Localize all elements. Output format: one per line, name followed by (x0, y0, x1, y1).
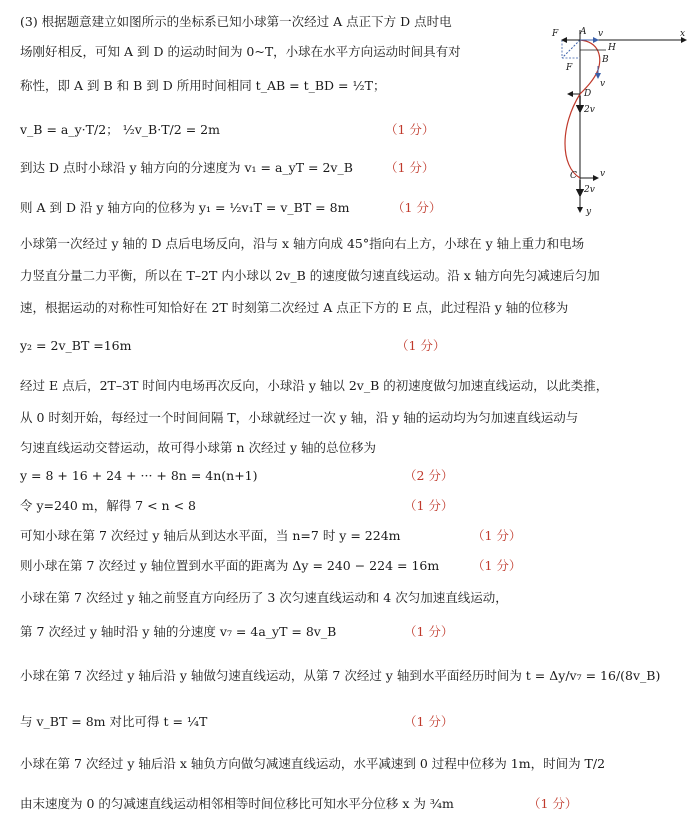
text-line: 场刚好相反，可知 A 到 D 的运动时间为 0~T，小球在水平方向运动时间具有对 (20, 44, 461, 59)
diagram-label: F (566, 63, 573, 73)
score-label: （1 分） (404, 714, 454, 729)
text-line: (3) 根据题意建立如图所示的坐标系已知小球第一次经过 A 点正下方 D 点时电 (20, 14, 452, 29)
score-label: （1 分） (385, 160, 435, 175)
text-line: 力竖直分量二力平衡，所以在 T–2T 内小球以 2v_B 的速度做匀速直线运动。沿 x 轴方向先匀减速后匀加 (20, 268, 600, 283)
diagram-label: C (570, 171, 577, 181)
text-line: 小球在第 7 次经过 y 轴之前竖直方向经历了 3 次匀速直线运动和 4 次匀加速直线运动， (20, 590, 508, 605)
diagram-label: 2v (584, 105, 595, 115)
diagram-label: v (598, 29, 604, 39)
score-label: （1 分） (472, 558, 522, 573)
diagram-label: v (600, 169, 606, 179)
diagram-label: y (586, 207, 592, 217)
text-line: 则 A 到 D 沿 y 轴方向的位移为 y₁ = ½v₁T = v_BT = 8m (20, 200, 350, 215)
score-label: （1 分） (404, 498, 454, 513)
diagram-label: v (600, 79, 606, 89)
text-line: 由末速度为 0 的匀减速直线运动相邻相等时间位移比可知水平分位移 x 为 ¾m (20, 796, 454, 811)
score-label: （1 分） (396, 338, 446, 353)
score-label: （1 分） (385, 122, 435, 137)
text-line: 第 7 次经过 y 轴时沿 y 轴的分速度 v₇ = 4a_yT = 8v_B (20, 624, 337, 639)
text-line: 与 v_BT = 8m 对比可得 t = ¼T (20, 714, 208, 729)
score-label: （1 分） (392, 200, 442, 215)
score-label: （1 分） (528, 796, 578, 811)
text-line: 称性，即 A 到 B 和 B 到 D 所用时间相同 t_AB = t_BD = ½T； (20, 78, 386, 93)
score-label: （2 分） (404, 468, 454, 483)
equation-line: y₂ = 2v_BT =16m (20, 338, 132, 353)
text-line: 速，根据运动的对称性可知恰好在 2T 时刻第二次经过 A 点正下方的 E 点，此过程沿 y 轴的位移为 (20, 300, 569, 315)
coordinate-diagram (540, 16, 690, 221)
text-line: 则小球在第 7 次经过 y 轴位置到水平面的距离为 Δy = 240 − 224 = 16m (20, 558, 440, 573)
score-label: （1 分） (404, 624, 454, 639)
equation-line: 令 y=240 m，解得 7 < n < 8 (20, 498, 196, 513)
diagram-label: D (584, 89, 592, 99)
diagram-label: 2v (584, 185, 595, 195)
text-line: 小球第一次经过 y 轴的 D 点后电场反向，沿与 x 轴方向成 45°指向右上方，小球在 y 轴上重力和电场 (20, 236, 585, 251)
diagram-label: A (580, 27, 587, 37)
diagram-label: B (602, 55, 609, 65)
trajectory-curve-1 (580, 40, 600, 94)
force-diag (562, 40, 580, 58)
text-line: 到达 D 点时小球沿 y 轴方向的分速度为 v₁ = a_yT = 2v_B (20, 160, 353, 175)
diagram-label: x (680, 29, 686, 39)
equation-line: v_B = a_y·T/2； ½v_B·T/2 = 2m (20, 122, 220, 137)
text-line: 经过 E 点后，2T–3T 时间内电场再次反向，小球沿 y 轴以 2v_B 的初速度做匀加速直线运动，以此类推， (20, 378, 609, 393)
text-line: 小球在第 7 次经过 y 轴后沿 y 轴做匀速直线运动，从第 7 次经过 y 轴到水平面经历时间为 t = Δy/v₇ = 16/(8v_B) (20, 668, 661, 683)
diagram-svg (540, 16, 690, 221)
text-line: 匀速直线运动交替运动，故可得小球第 n 次经过 y 轴的总位移为 (20, 440, 377, 455)
trajectory-curve-2 (565, 94, 580, 178)
text-line: 可知小球在第 7 次经过 y 轴后从到达水平面，当 n=7 时 y = 224m (20, 528, 401, 543)
score-label: （1 分） (472, 528, 522, 543)
text-line: 小球在第 7 次经过 y 轴后沿 x 轴负方向做匀减速直线运动，水平减速到 0 过程中位移为 1m，时间为 T/2 (20, 756, 606, 771)
diagram-label: F (552, 29, 559, 39)
diagram-label: H (608, 43, 616, 53)
equation-line: y = 8 + 16 + 24 + ··· + 8n = 4n(n+1) (20, 468, 258, 483)
text-line: 从 0 时刻开始，每经过一个时间间隔 T，小球就经过一次 y 轴，沿 y 轴的运动均为匀加速直线运动与 (20, 410, 579, 425)
